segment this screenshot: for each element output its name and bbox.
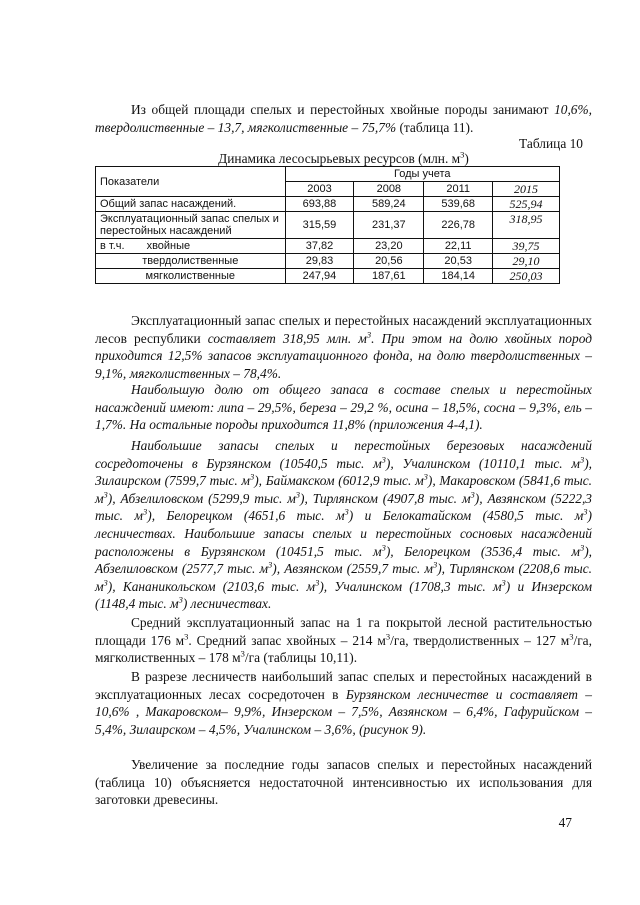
value-cell: 20,53 xyxy=(424,254,493,269)
p1-italic-c: . При этом на долю хвойных пород приходится 12,5% запасов эксплуатационного фонда, на долю твердолиственных – 9,1%, мягколиственных – 78,4%. xyxy=(95,330,592,381)
value-cell: 39,75 xyxy=(493,239,560,254)
p3-sup: 3 xyxy=(315,577,320,588)
value-cell: 226,78 xyxy=(424,212,493,239)
p3-part: ), Белорецком (4651,6 тыс. м xyxy=(147,508,345,524)
intro-text: Из общей площади спелых и перестойных хвойные породы занимают xyxy=(131,102,555,117)
p3-sup: 3 xyxy=(344,506,349,517)
year-cell: 2003 xyxy=(285,182,354,197)
p4-d: /га, мягколиственных – 178 м xyxy=(95,632,592,666)
table-row xyxy=(96,254,560,269)
p3-sup: 3 xyxy=(423,471,428,482)
p3-part: ), Абзелиловском (5299,9 тыс. м xyxy=(107,490,296,506)
row-label: твердолиственные xyxy=(96,254,286,269)
p5-b: Бурзянском лесничестве и составляет – 10,6% , Макаровском– 9,9%, Инзерском – 7,5%, Авзянском – 6,4%, Гафурийском – 5,4%, Зилаирском – 4,5%, Учалинском – 3,6%, (рисунок 9). xyxy=(95,686,592,737)
p3-sup: 3 xyxy=(249,471,255,482)
value-cell: 22,11 xyxy=(424,239,493,254)
header-years: Годы учета xyxy=(285,167,559,182)
value-cell: 247,94 xyxy=(285,269,354,284)
value-cell: 525,94 xyxy=(493,197,560,212)
p5-a: В разрезе лесничеств наибольший запас спелых и перестойных насаждений в эксплуатационных лесах сосредоточен в xyxy=(95,669,592,702)
p3-part: ) и Белокатайском (4580,5 тыс. м xyxy=(348,508,584,524)
p3-part: ), Белорецком (3536,4 тыс. м xyxy=(385,543,580,559)
row-label xyxy=(96,239,286,254)
table-title xyxy=(95,151,592,167)
p3-sup: 3 xyxy=(381,542,386,553)
table-row xyxy=(96,239,560,254)
p3-part: ) и Инзерском (1148,4 тыс. м xyxy=(95,578,592,612)
p3-part: ) лесничествах. xyxy=(182,596,272,612)
p1-text: Эксплуатационный запас спелых и перестойных насаждений эксплуатационных лесов республики xyxy=(95,313,592,346)
p3-part: ), Зилаирском (7599,7 тыс. м xyxy=(95,455,592,489)
table-title-end: ) xyxy=(464,151,469,166)
p4-sup: 3 xyxy=(569,631,574,642)
value-cell: 589,24 xyxy=(354,197,424,212)
page-number: 47 xyxy=(558,815,572,830)
p3-part: ), Баймакском (6012,9 тыс. м xyxy=(254,473,424,489)
p1-sup: 3 xyxy=(366,329,372,340)
paragraph-forestries xyxy=(95,668,592,738)
paragraph-species-share: Наибольшую долю от общего запаса в составе спелых и перестойных насаждений имеют: липа – 29,5%, береза – 29,2 %, осина – 18,5%, сосна – 9,3%, ель – 1,7%. На остальные породы приходится 11,8% (приложения 4-4,1). xyxy=(95,382,592,433)
row-label: Общий запас насаждений. xyxy=(96,197,286,212)
p3-part: ), Авзянском (5222,3 тыс. м xyxy=(95,490,592,524)
p3-sup: 3 xyxy=(432,559,438,570)
row-label: Эксплуатационный запас спелых и перестойных насаждений xyxy=(96,212,286,239)
p3-part: ), Тирлянском (2208,6 тыс. м xyxy=(95,561,592,594)
table-row xyxy=(96,269,560,284)
p3-part: ), Макаровском (5841,6 тыс. м xyxy=(95,473,592,506)
p3-sup: 3 xyxy=(295,489,301,500)
value-cell: 187,61 xyxy=(354,269,424,284)
p1-italic-a: составляет 318,95 млн. м xyxy=(207,330,367,346)
value-cell: 29,83 xyxy=(285,254,354,269)
table-label: Таблица 10 xyxy=(519,136,583,151)
p3-sup: 3 xyxy=(579,454,585,465)
value-cell: 37,82 xyxy=(285,239,354,254)
value-cell: 231,37 xyxy=(354,212,424,239)
value-cell: 20,56 xyxy=(354,254,424,269)
paragraph-average-stock xyxy=(95,614,592,667)
p3-part: ), Абзелиловском (2577,7 тыс. м xyxy=(95,543,592,577)
p4-sup: 3 xyxy=(184,631,189,642)
row-label-main: хвойные xyxy=(146,240,191,252)
p3-sup: 3 xyxy=(579,542,585,553)
p3-sup: 3 xyxy=(501,577,506,588)
value-cell: 23,20 xyxy=(354,239,424,254)
p4-e: /га (таблицы 10,11). xyxy=(244,650,358,666)
p3-part: ), Учалинском (1708,3 тыс. м xyxy=(319,578,502,594)
intro-percentages: 10,6%, твердолиственные – 13,7, мягколиственные – 75,7% xyxy=(95,102,592,135)
paragraph-exploitation-stock xyxy=(95,312,592,382)
year-cell: 2008 xyxy=(354,182,424,197)
p4-b: . Средний запас хвойных – 214 м xyxy=(188,632,386,648)
value-cell: 250,03 xyxy=(493,269,560,284)
table-row xyxy=(96,212,560,239)
value-cell: 29,10 xyxy=(493,254,560,269)
year-cell: 2011 xyxy=(424,182,493,197)
p3-part: ) лесничествах. Наибольшие запасы спелых и перестойных сосновых насаждений расположены в Бурзянском (10451,5 тыс. м xyxy=(95,508,592,559)
p3-sup: 3 xyxy=(103,489,108,500)
paragraph-largest-stocks xyxy=(95,437,592,613)
p3-part: Наибольшие запасы спелых и перестойных березовых насаждений сосредоточены в Бурзянском (10540,5 тыс. м xyxy=(95,438,592,471)
p3-sup: 3 xyxy=(470,489,475,500)
value-cell: 318,95 xyxy=(493,212,560,239)
table-title-text: Динамика лесосырьевых ресурсов (млн. м xyxy=(218,151,461,166)
table-row xyxy=(96,197,560,212)
row-label: мягколиственные xyxy=(96,269,286,284)
p4-sup: 3 xyxy=(240,648,245,659)
row-label-prefix: в т.ч. xyxy=(100,240,125,252)
p4-sup: 3 xyxy=(385,631,391,642)
p3-part: ), Авзянском (2559,7 тыс. м xyxy=(272,561,433,577)
intro-paragraph xyxy=(95,101,592,136)
value-cell: 693,88 xyxy=(285,197,354,212)
p4-a: Средний эксплуатационный запас на 1 га покрытой лесной растительностью площади 176 м xyxy=(95,615,592,648)
p3-sup: 3 xyxy=(142,506,148,517)
table-title-sup: 3 xyxy=(460,149,465,160)
p3-sup: 3 xyxy=(381,454,386,465)
p3-sup: 3 xyxy=(583,506,588,517)
value-cell: 539,68 xyxy=(424,197,493,212)
p3-sup: 3 xyxy=(178,594,183,605)
p3-part: ), Учалинском (10110,1 тыс. м xyxy=(385,455,580,471)
p3-part: ), Кананикольском (2103,6 тыс. м xyxy=(107,578,316,594)
value-cell: 184,14 xyxy=(424,269,493,284)
p3-sup: 3 xyxy=(268,559,273,570)
paragraph-increase: Увеличение за последние годы запасов спелых и перестойных насаждений (таблица 10) объясняется недостаточной интенсивностью их использования для заготовки древесины. xyxy=(95,757,592,808)
p3-part: ), Тирлянском (4907,8 тыс. м xyxy=(300,490,471,506)
p4-c: /га, твердолиственных – 127 м xyxy=(390,632,570,648)
header-indicator: Показатели xyxy=(96,167,286,197)
resources-table xyxy=(95,166,560,284)
intro-table-ref: (таблица 11). xyxy=(396,119,474,135)
p3-sup: 3 xyxy=(103,577,108,588)
value-cell: 315,59 xyxy=(285,212,354,239)
year-cell: 2015 xyxy=(493,182,560,197)
